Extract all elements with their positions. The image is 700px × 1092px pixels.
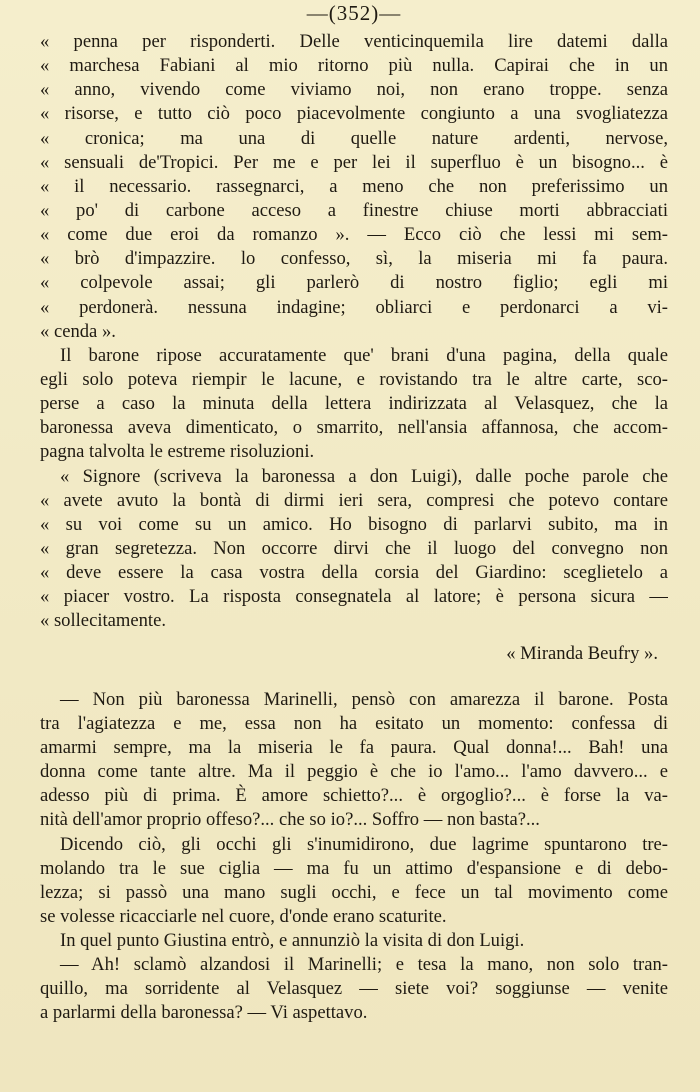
paragraph <box>40 929 668 953</box>
text-line: « sollecitamente. <box>40 610 166 632</box>
text-line: « po' di carbone acceso a finestre chiuse morti abbracciati <box>40 199 668 221</box>
text-line: donna come tante altre. Ma il peggio è che io l'amo... l'amo davvero... e <box>40 761 668 783</box>
text-line: « cronica; ma una di quelle nature ardenti, nervose, <box>40 127 668 149</box>
paragraph <box>40 688 668 833</box>
text-line: nità dell'amor proprio offeso?... che so io?... Soffro — non basta?... <box>40 809 540 831</box>
text-line: se volesse ricacciarle nel cuore, d'onde erano scaturite. <box>40 905 447 927</box>
text-line: In quel punto Giustina entrò, e annunziò la visita di don Luigi. <box>60 930 525 952</box>
text-line: egli solo poteva riempir le lacune, e rovistando tra le altre carte, sco- <box>40 368 668 390</box>
text-line: baronessa aveva dimenticato, o smarrito, nell'ansia affannosa, che accom- <box>40 417 668 439</box>
text-line: « gran segretezza. Non occorre dirvi che il luogo del convegno non <box>40 537 668 559</box>
text-line: Dicendo ciò, gli occhi gli s'inumidirono, due lagrime spuntarono tre- <box>60 833 668 855</box>
letter-signature: « Miranda Beufry ». <box>506 642 658 664</box>
text-line: « marchesa Fabiani al mio ritorno più nulla. Capirai che in un <box>40 55 668 77</box>
spacer <box>40 666 668 688</box>
text-line: « risorse, e tutto ciò poco piacevolmente congiunto a una svogliatezza <box>40 103 668 125</box>
letter-draft <box>40 465 668 666</box>
text-line: lezza; si passò una mano sugli occhi, e fece un tal movimento come <box>40 881 668 903</box>
text-line: a parlarmi della baronessa? — Vi aspettavo. <box>40 1002 368 1024</box>
text-line: — Ah! sclamò alzandosi il Marinelli; e tesa la mano, non solo tran- <box>60 954 668 976</box>
text-line: « cenda ». <box>40 320 116 342</box>
paragraph <box>40 833 668 930</box>
text-line: adesso più di prima. È amore schietto?... è orgoglio?... è forse la va- <box>40 785 668 807</box>
text-line: « deve essere la casa vostra della corsia del Giardino: sceglietelo a <box>40 562 668 584</box>
text-line: quillo, ma sorridente al Velasquez — siete voi? soggiunse — venite <box>40 978 668 1000</box>
text-line: « Signore (scriveva la baronessa a don Luigi), dalle poche parole che <box>60 465 668 487</box>
text-line: molando tra le sue ciglia — ma fu un attimo d'espansione e di debo- <box>40 857 668 879</box>
text-line: « avete avuto la bontà di dirmi ieri sera, compresi che potevo contare <box>40 489 668 511</box>
text-line: « sensuali de'Tropici. Per me e per lei il superfluo è un bisogno... è <box>40 151 668 173</box>
text-line: « come due eroi da romanzo ». — Ecco ciò che lessi mi sem- <box>40 224 668 246</box>
text-line: Il barone ripose accuratamente que' brani d'una pagina, della quale <box>60 344 668 366</box>
text-line: « il necessario. rassegnarci, a meno che non preferissimo un <box>40 175 668 197</box>
text-line: « penna per risponderti. Delle venticinquemila lire datemi dalla <box>40 31 668 52</box>
text-line: tra l'agiatezza e me, essa non ha esitato un momento: confessa di <box>40 712 668 734</box>
text-line: perse a caso la minuta della lettera indirizzata al Velasquez, che la <box>40 393 668 415</box>
text-line: « brò d'impazzire. lo confesso, sì, la miseria mi fa paura. <box>40 248 668 270</box>
text-line: « piacer vostro. La risposta consegnatela al latore; è persona sicura — <box>40 586 668 608</box>
text-line: « perdonerà. nessuna indagine; obliarci e perdonarci a vi- <box>40 296 668 318</box>
letter-fragment <box>40 30 668 344</box>
page-number: —(352)— <box>306 1 402 25</box>
text-line: pagna talvolta le estreme risoluzioni. <box>40 441 315 463</box>
text-line: — Non più baronessa Marinelli, pensò con amarezza il barone. Posta <box>60 688 668 710</box>
text-line: « colpevole assai; gli parlerò di nostro figlio; egli mi <box>40 272 668 294</box>
paragraph <box>40 953 668 1025</box>
text-line: « su voi come su un amico. Ho bisogno di parlarvi subito, ma in <box>40 513 668 535</box>
paragraph <box>40 344 668 465</box>
text-line: « anno, vivendo come viviamo noi, non erano troppe. senza <box>40 79 668 101</box>
text-line: amarmi sempre, ma la miseria le fa paura. Qual donna!... Bah! una <box>40 736 668 758</box>
